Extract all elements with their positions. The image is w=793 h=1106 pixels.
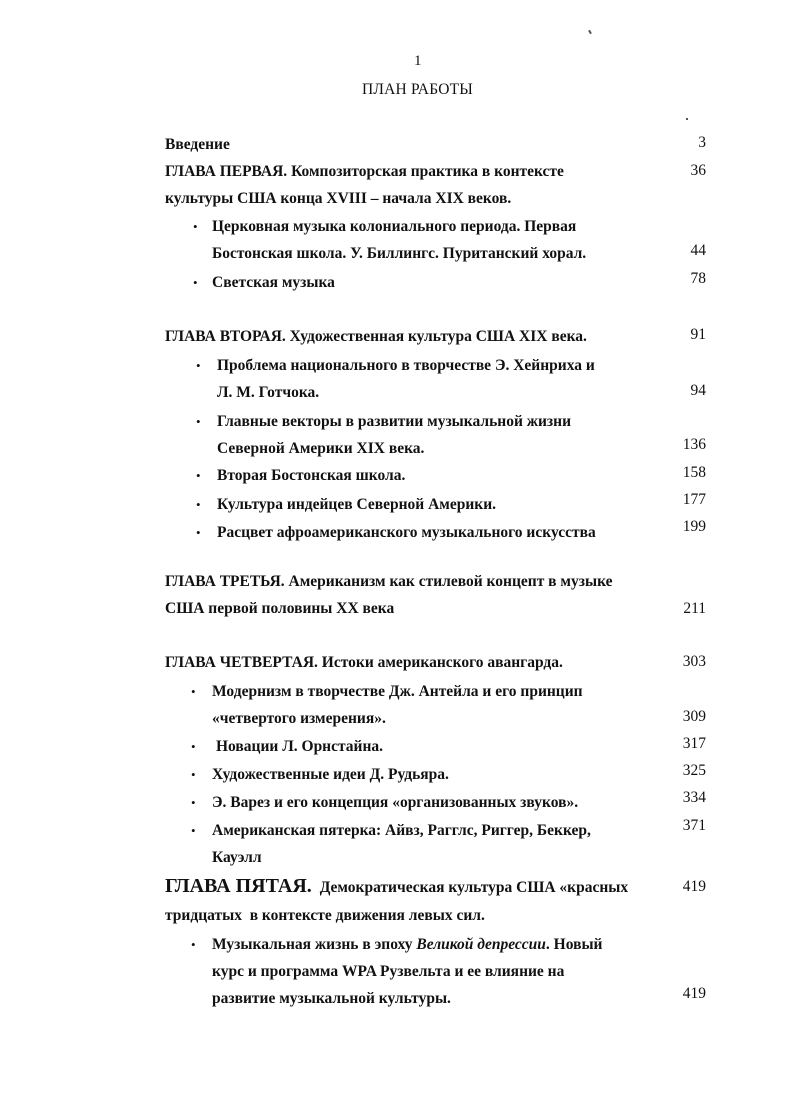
toc-item-line: Культура индейцев Северной Америки. xyxy=(217,496,497,513)
chapter-label: ГЛАВА ПЯТАЯ. xyxy=(165,875,312,897)
toc-page-number: 177 xyxy=(682,491,706,508)
bullet-icon: • xyxy=(191,823,196,838)
chapter-heading-line-2: тридцатых в контексте движения левых сил. xyxy=(165,907,485,924)
toc-page-number: 325 xyxy=(682,762,706,779)
bullet-icon: • xyxy=(191,937,196,952)
toc-item-line: «четвертого измерения». xyxy=(212,710,386,727)
chapter-heading-line-2: США первой половины XX века xyxy=(165,600,395,617)
toc-page-number: 158 xyxy=(682,464,706,481)
bullet-icon: • xyxy=(196,468,201,483)
toc-page-number: 91 xyxy=(690,326,706,343)
toc-item-line: Новации Л. Орнстайна. xyxy=(216,738,384,755)
chapter-heading xyxy=(165,654,563,672)
toc-item-line: Расцвет афроамериканского музыкального искусства xyxy=(217,524,596,541)
toc-page-number: 44 xyxy=(690,242,706,259)
bullet-icon: • xyxy=(196,497,201,512)
chapter-label: ГЛАВА ПЕРВАЯ. xyxy=(165,163,288,180)
toc-item-line: Северной Америки XIX века. xyxy=(217,440,425,457)
toc-item-line: Проблема национального в творчестве Э. Хейнриха и xyxy=(217,357,595,374)
toc-page-number: 371 xyxy=(682,817,706,834)
toc-item-line: Церковная музыка колониального периода. Первая xyxy=(212,218,577,235)
toc-page-number: 334 xyxy=(682,789,706,806)
page-number: 1 xyxy=(414,53,422,69)
toc-page-number: 317 xyxy=(682,735,706,752)
toc-item-line: Вторая Бостонская школа. xyxy=(217,467,406,484)
scan-speck xyxy=(588,30,592,34)
chapter-title: Художественная культура США XIX века. xyxy=(285,328,587,345)
toc-page-number: 78 xyxy=(690,270,706,287)
chapter-title: Истоки американского авангарда. xyxy=(317,654,563,671)
chapter-heading-line-2: культуры США конца XVIII – начала XIX веков. xyxy=(165,190,512,207)
toc-page-number: 303 xyxy=(682,653,706,670)
item-text: Музыкальная жизнь в эпоху xyxy=(212,936,417,953)
toc-item-line: Кауэлл xyxy=(212,849,262,866)
toc-item-line: Бостонская школа. У. Биллингс. Пуританский хорал. xyxy=(212,245,587,262)
scan-speck xyxy=(686,118,688,120)
toc-page-number: 94 xyxy=(690,382,706,399)
toc-item-line: Светская музыка xyxy=(212,274,335,291)
toc-item-line: Э. Варез и его концепция «организованных звуков». xyxy=(212,794,579,811)
item-text: . Новый xyxy=(545,936,603,953)
toc-item-line: Л. М. Готчока. xyxy=(217,384,320,401)
toc-item-line: Художественные идеи Д. Рудьяра. xyxy=(212,766,449,783)
bullet-icon: • xyxy=(196,414,201,429)
toc-entry-label: Введение xyxy=(165,136,230,153)
bullet-icon: • xyxy=(196,525,201,540)
bullet-icon: • xyxy=(191,684,196,699)
chapter-label: ГЛАВА ВТОРАЯ. xyxy=(165,328,286,345)
page-title: ПЛАН РАБОТЫ xyxy=(362,81,473,98)
chapter-label: ГЛАВА ЧЕТВЕРТАЯ. xyxy=(165,654,318,671)
toc-page-number: 309 xyxy=(682,708,706,725)
toc-page-number: 419 xyxy=(682,985,706,1002)
bullet-icon: • xyxy=(196,358,201,373)
bullet-icon: • xyxy=(191,739,196,754)
toc-item-line: Американская пятерка: Айвз, Рагглс, Риггер, Беккер, xyxy=(212,822,591,839)
chapter-title: Американизм как стилевой концепт в музыке xyxy=(284,573,613,590)
chapter-heading xyxy=(165,573,613,591)
bullet-icon: • xyxy=(193,219,198,234)
chapter-heading xyxy=(165,877,628,897)
bullet-icon: • xyxy=(193,275,198,290)
toc-item-line: курс и программа WPA Рузвельта и ее влияние на xyxy=(212,963,565,980)
toc-page-number: 36 xyxy=(690,162,706,179)
chapter-heading xyxy=(165,163,564,181)
toc-item-line: развитие музыкальной культуры. xyxy=(212,990,451,1007)
toc-page-number: 419 xyxy=(682,878,706,895)
chapter-heading xyxy=(165,328,587,346)
bullet-icon: • xyxy=(191,795,196,810)
chapter-title: Композиторская практика в контексте xyxy=(287,163,564,180)
toc-page-number: 3 xyxy=(698,134,706,151)
item-text-emphasis: Великой депрессии xyxy=(416,936,546,953)
bullet-icon: • xyxy=(191,767,196,782)
toc-page-number: 211 xyxy=(683,600,706,617)
toc-item-line xyxy=(212,936,602,954)
toc-item-line: Модернизм в творчестве Дж. Антейла и его принцип xyxy=(212,683,583,700)
chapter-label: ГЛАВА ТРЕТЬЯ. xyxy=(165,573,285,590)
toc-page-number: 136 xyxy=(682,436,706,453)
toc-item-line: Главные векторы в развитии музыкальной жизни xyxy=(217,413,572,430)
chapter-title: Демократическая культура США «красных xyxy=(315,879,629,896)
toc-page-number: 199 xyxy=(682,518,706,535)
